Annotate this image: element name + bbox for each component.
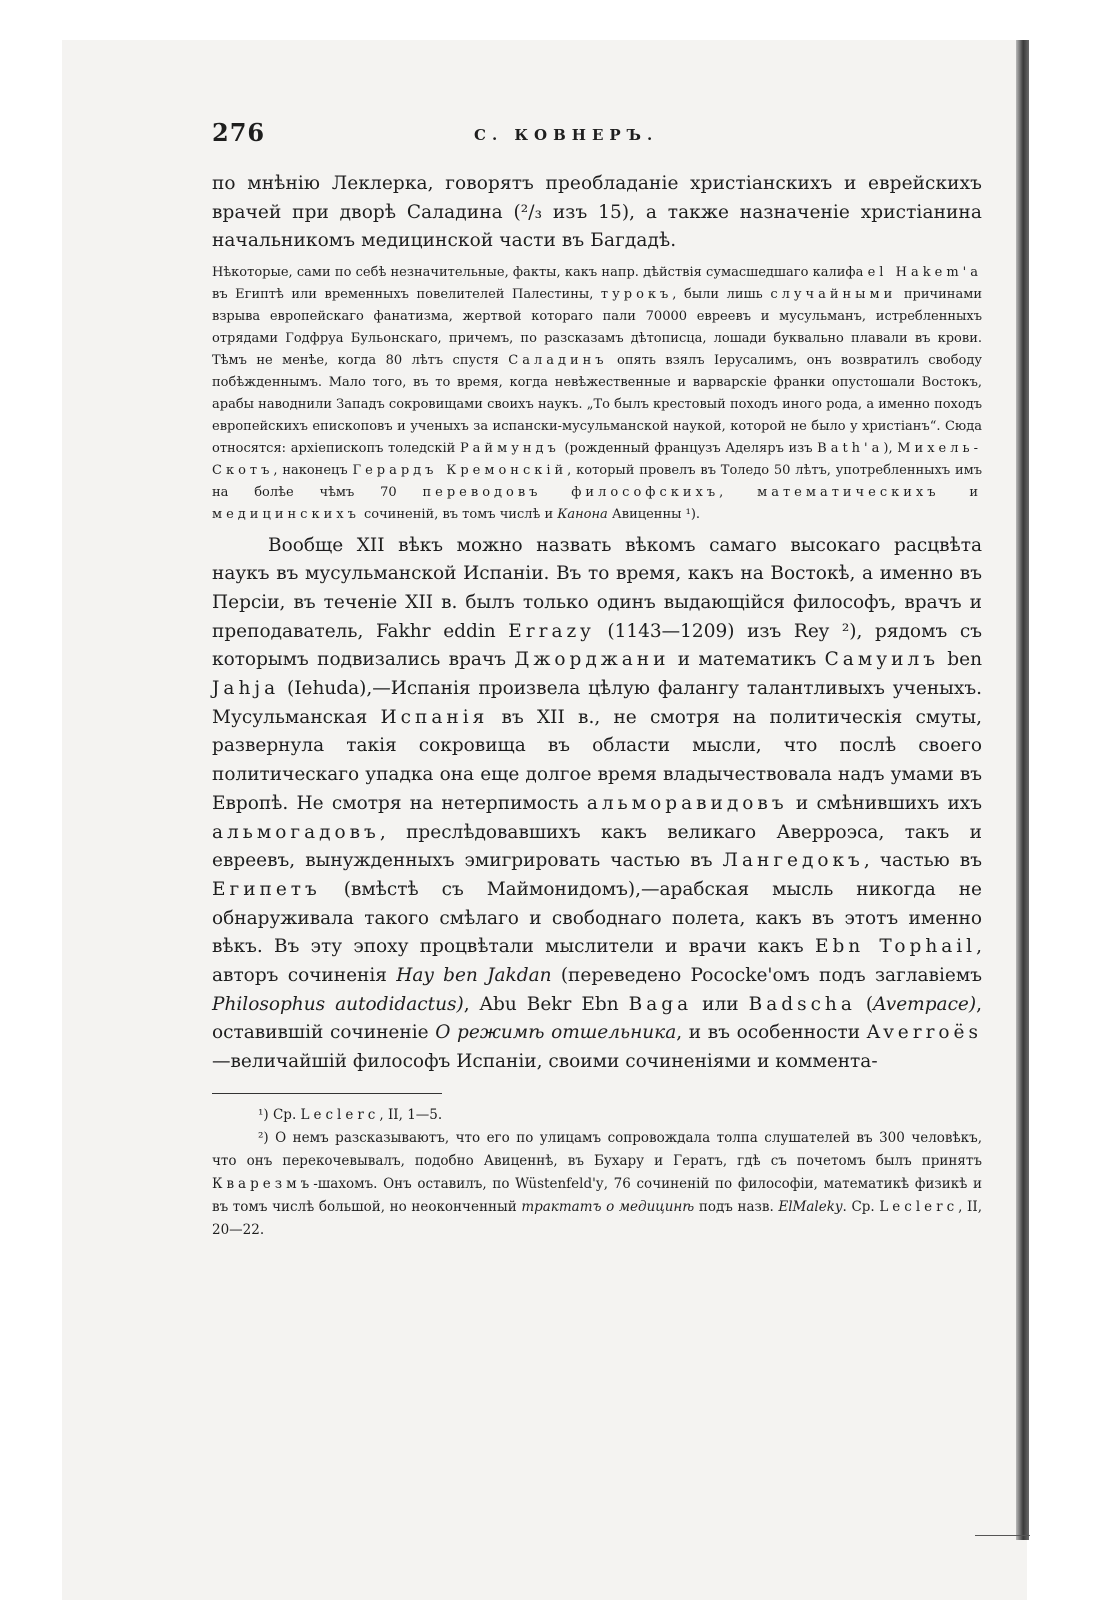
spaced-emphasis: случайными bbox=[770, 286, 897, 302]
text-run: , который провелъ въ Толедо 50 лѣтъ, употребленныхъ имъ на болѣе чѣмъ 70 bbox=[212, 462, 982, 500]
text-run: или bbox=[692, 993, 749, 1015]
text-run: , были лишь bbox=[672, 286, 771, 302]
scan-edge-mark bbox=[975, 1535, 1030, 1536]
text-run: ben bbox=[938, 649, 982, 671]
running-head bbox=[212, 118, 982, 158]
text-run: Вообще XII вѣкъ можно назвать вѣкомъ самаго высокаго расцвѣта наукъ въ мусульманской Испаніи. Въ то время, какъ на Востокѣ, а именно въ Персіи, въ теченіе XII в. былъ только одинъ выдающійся философъ, врачъ и преподаватель, Fakhr eddin bbox=[212, 534, 982, 642]
page-body bbox=[212, 170, 982, 1242]
spaced-name: Badscha bbox=[748, 993, 856, 1015]
text-run: подъ назв. bbox=[694, 1198, 779, 1215]
italic-title: Канона bbox=[557, 506, 608, 522]
text-run: ²) О немъ разсказываютъ, что его по улицамъ сопровождала толпа слушателей въ 300 человѣкъ, что онъ перекочевывалъ, подобно Авиценнѣ, въ Бухару и Гератъ, гдѣ съ почетомъ былъ принятъ bbox=[212, 1129, 982, 1169]
footnote-2 bbox=[212, 1127, 982, 1242]
spaced-name: Раймундъ bbox=[459, 440, 560, 456]
text-run: Авиценны ¹). bbox=[607, 506, 701, 522]
text-run: (Iehuda),—Испанія произвела цѣлую фалангу талантливыхъ ученыхъ. Мусульманская bbox=[212, 678, 982, 728]
spaced-name: Jahja bbox=[212, 678, 280, 700]
spaced-name: Джорджани bbox=[514, 649, 670, 671]
text-run: ( bbox=[855, 993, 874, 1015]
spaced-name: Leclerc bbox=[879, 1198, 959, 1215]
text-run: , и въ особенности bbox=[676, 1022, 867, 1044]
text-run: (переведено Pococke'омъ подъ заглавіемъ bbox=[551, 965, 982, 987]
text-run: , II, 20—22. bbox=[212, 1198, 983, 1238]
spaced-name: Михель-Скотъ bbox=[212, 440, 982, 478]
spaced-name: Кварезмъ bbox=[212, 1175, 314, 1192]
text-run: , частью въ bbox=[863, 850, 982, 872]
italic-title: Avempace) bbox=[873, 993, 977, 1015]
paragraph-xii-century bbox=[212, 532, 982, 1077]
spaced-name: Ebn Tophail bbox=[814, 936, 977, 958]
spaced-name: Bath'а bbox=[817, 440, 884, 456]
text-run: , авторъ сочиненія bbox=[212, 936, 982, 987]
text-run: , Abu Bekr Ebn bbox=[463, 993, 629, 1015]
spaced-name: альмогадовъ bbox=[212, 821, 380, 843]
text-run: ), bbox=[883, 440, 898, 456]
paragraph-leclerk bbox=[212, 170, 982, 256]
text-run: —величайшій философъ Испаніи, своими сочиненіями и коммента- bbox=[212, 1051, 878, 1073]
footnote-rule bbox=[212, 1093, 442, 1094]
text-run: сочиненій, въ томъ числѣ и bbox=[359, 506, 558, 522]
text-run: , оставившій сочиненіе bbox=[212, 993, 982, 1044]
italic-title: ElMaleky bbox=[778, 1198, 843, 1215]
italic-title: Hay ben Jakdan bbox=[396, 965, 552, 987]
italic-title: О режимѣ отшельника bbox=[435, 1022, 677, 1044]
spaced-name: Египетъ bbox=[212, 878, 321, 900]
text-run: въ XII в., не смотря на политическія смуты, развернула такія сокровища въ области мысли, что послѣ своего политическаго упадка она еще долгое время владычествовала надъ умами въ Европѣ. Не смотря на нетерпимость bbox=[212, 706, 983, 814]
spaced-name: Baga bbox=[628, 993, 693, 1015]
spaced-name: турокъ bbox=[600, 286, 673, 302]
spaced-name: Averroës bbox=[866, 1022, 982, 1044]
header-author: С. КОВНЕРЪ. bbox=[474, 126, 659, 144]
spaced-name: Испанія bbox=[380, 706, 489, 728]
text-run: опять взялъ Іерусалимъ, онъ возвратилъ свободу побѣжденнымъ. Мало того, въ то время, когда невѣжественные и варварскіе франки опустошали Востокъ, арабы наводнили Западъ сокровищами своихъ наукъ. „То былъ крестовый походъ иного рода, а именно походъ европейскихъ епископовъ и ученыхъ за испански-мусульманской наукой, которой не было у христіанъ“. Сюда относятся: архіепископъ толедскій bbox=[212, 352, 983, 456]
spaced-emphasis: переводовъ философскихъ, математическихъ и медицинскихъ bbox=[212, 484, 982, 522]
spaced-name: альморавидовъ bbox=[586, 792, 788, 814]
italic-title: трактатъ о медицинѣ bbox=[521, 1198, 695, 1215]
spaced-name: Leclerc bbox=[300, 1106, 380, 1123]
text-run: -шахомъ. Онъ оставилъ, по Wüstenfeld'у, 76 сочиненій по философіи, математикѣ физикѣ и въ томъ числѣ большой, но неоконченный bbox=[212, 1175, 982, 1215]
text-run: . Ср. bbox=[842, 1198, 880, 1215]
spaced-name: Герардъ Кремонскій bbox=[352, 462, 568, 478]
text-run: и смѣнившихъ ихъ bbox=[787, 792, 982, 814]
text-run: , наконецъ bbox=[273, 462, 353, 478]
italic-title: Philosophus autodidactus) bbox=[212, 993, 464, 1015]
spaced-name: el Hakem'а bbox=[867, 264, 982, 280]
page-number: 276 bbox=[212, 118, 266, 147]
text-run: (вмѣстѣ съ Маймонидомъ),—арабская мысль никогда не обнаруживала такого смѣлаго и свободнаго полета, какъ въ этотъ именно вѣкъ. Въ эту эпоху процвѣтали мыслители и врачи какъ bbox=[212, 878, 982, 958]
text-run: , II, 1—5. bbox=[379, 1106, 443, 1123]
text-run: , преслѣдовавшихъ какъ великаго Аверроэса, такъ и евреевъ, вынужденныхъ эмигрировать частью въ bbox=[212, 821, 982, 872]
text-run: въ Египтѣ или временныхъ повелителей Палестины, bbox=[212, 286, 601, 302]
paragraph-text: по мнѣнію Леклерка, говорятъ преобладаніе христіанскихъ и еврейскихъ врачей при дворѣ Саладина (²/₃ изъ 15), а также назначеніе христіанина начальникомъ медицинской части въ Багдадѣ. bbox=[212, 173, 982, 251]
footnote-1 bbox=[212, 1104, 982, 1127]
text-run: (1143—1209) изъ Rey ²), рядомъ съ которымъ подвизались врачъ bbox=[212, 620, 982, 671]
spaced-name: Самуилъ bbox=[824, 649, 939, 671]
spaced-name: Errazy bbox=[508, 620, 595, 642]
paragraph-crusades bbox=[212, 262, 982, 526]
text-run: Нѣкоторые, сами по себѣ незначительные, факты, какъ напр. дѣйствія сумасшедшаго калифа bbox=[212, 264, 868, 280]
spaced-name: Лангедокъ bbox=[722, 850, 864, 872]
text-run: и математикъ bbox=[669, 649, 825, 671]
text-run: (рожденный французъ Аделяръ изъ bbox=[559, 440, 818, 456]
spaced-name: Саладинъ bbox=[508, 352, 608, 368]
text-run: причинами взрыва европейскаго фанатизма, жертвой котораго пали 70000 евреевъ и мусульманъ, истребленныхъ отрядами Годфруа Бульонскаго, причемъ, по разсказамъ дѣтописца, лошади буквально плавали въ крови. Тѣмъ не менѣе, когда 80 лѣтъ спустя bbox=[212, 286, 982, 368]
text-run: ¹) Ср. bbox=[258, 1106, 301, 1123]
